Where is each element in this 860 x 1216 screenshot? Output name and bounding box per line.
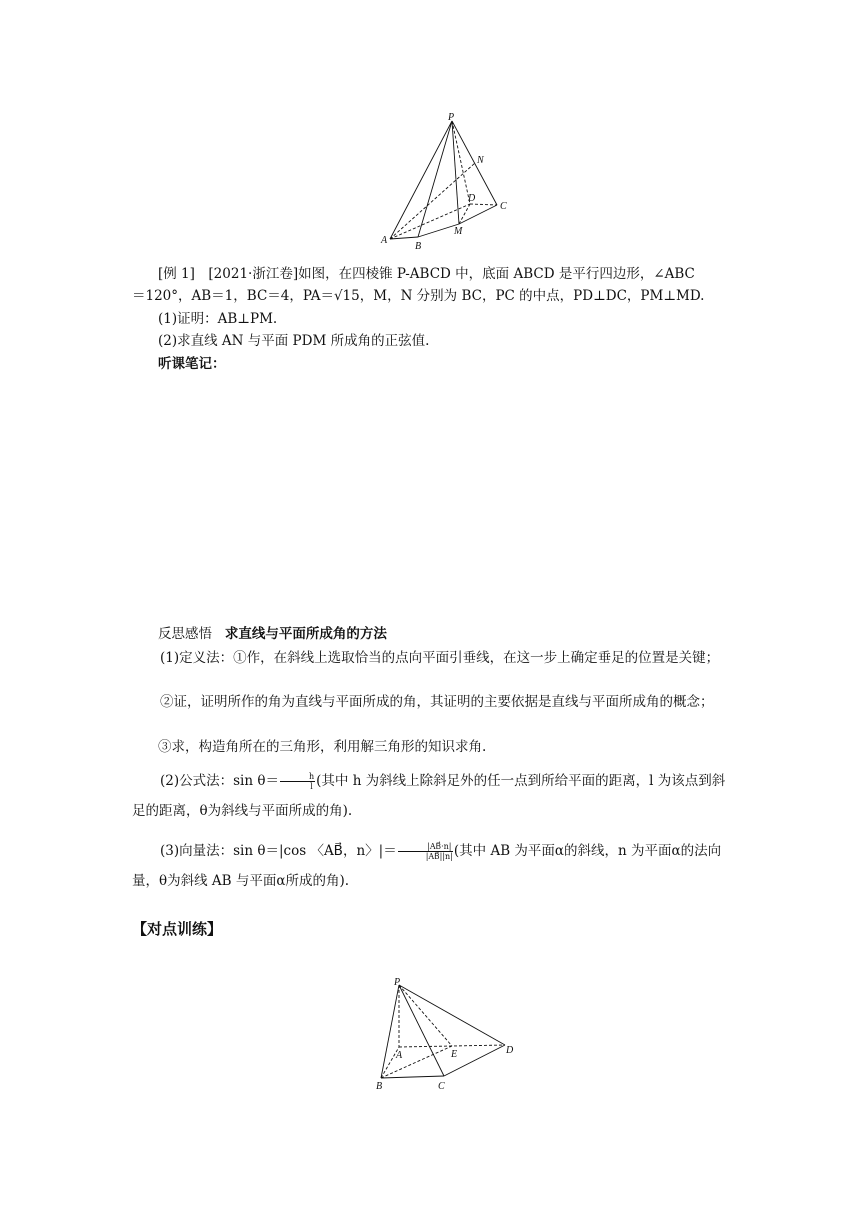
example-line-2: ＝120°，AB＝1，BC＝4，PA＝√15，M，N 分别为 BC，PC 的中点，PD⊥DC，PM⊥MD. xyxy=(132,288,705,304)
example-line-1: [例 1] [2021·浙江卷]如图，在四棱锥 P-ABCD 中，底面 ABCD 是平行四边形，∠ABC xyxy=(158,266,695,282)
fig2-label-B: B xyxy=(376,1081,383,1092)
label-C: C xyxy=(500,201,507,212)
label-B: B xyxy=(415,241,422,252)
fig2-label-D: D xyxy=(506,1045,514,1056)
pyramid-figure-2 xyxy=(368,975,528,1095)
example-question-2: (2)求直线 AN 与平面 PDM 所成角的正弦值. xyxy=(158,333,430,349)
label-P: P xyxy=(448,112,455,123)
method-definition-step2: ②证，证明所作的角为直线与平面所成的角，其证明的主要依据是直线与平面所成角的概念； xyxy=(160,694,714,710)
method-vector xyxy=(132,836,732,896)
label-N: N xyxy=(477,155,484,166)
fig2-label-P: P xyxy=(394,977,401,988)
vector-fraction xyxy=(398,842,453,861)
formula-denominator: l xyxy=(310,782,313,791)
formula-numerator: h xyxy=(280,772,315,782)
formula-explanation: (其中 h 为斜线上除斜足外的任一点到所给平面的距离，l 为该点到斜足的距离，θ为斜线与平面所成的角). xyxy=(132,773,726,819)
method-formula xyxy=(132,766,732,826)
method-definition-step3: ③求，构造角所在的三角形，利用解三角形的知识求角. xyxy=(158,739,487,755)
vector-numerator: |AB⃗·n| xyxy=(398,842,453,852)
fig2-label-E: E xyxy=(451,1049,458,1060)
label-A: A xyxy=(381,235,388,246)
pyramid-figure-1 xyxy=(370,110,530,255)
notes-label: 听课笔记： xyxy=(158,356,226,372)
reflection-heading: 求直线与平面所成角的方法 xyxy=(224,626,387,642)
formula-fraction xyxy=(280,772,315,791)
fig2-label-A: A xyxy=(396,1050,403,1061)
training-heading: 【对点训练】 xyxy=(132,920,223,938)
reflection-title xyxy=(158,624,738,644)
fig2-label-C: C xyxy=(438,1081,445,1092)
formula-prefix: (2)公式法：sin θ＝ xyxy=(160,773,279,789)
example-question-1: (1)证明：AB⊥PM. xyxy=(158,311,278,327)
vector-explanation: (其中 AB 为平面α的斜线，n 为平面α的法向量，θ为斜线 AB 与平面α所成的角). xyxy=(132,843,722,889)
reflection-prefix: 反思感悟 xyxy=(158,626,212,642)
label-D: D xyxy=(468,193,476,204)
label-M: M xyxy=(454,226,463,237)
vector-denominator: |AB⃗||n| xyxy=(425,852,453,861)
vector-prefix: (3)向量法：sin θ＝|cos 〈AB⃗，n〉|＝ xyxy=(160,843,397,859)
method-definition-step1: (1)定义法：①作，在斜线上选取恰当的点向平面引垂线，在这一步上确定垂足的位置是关键； xyxy=(160,650,720,666)
